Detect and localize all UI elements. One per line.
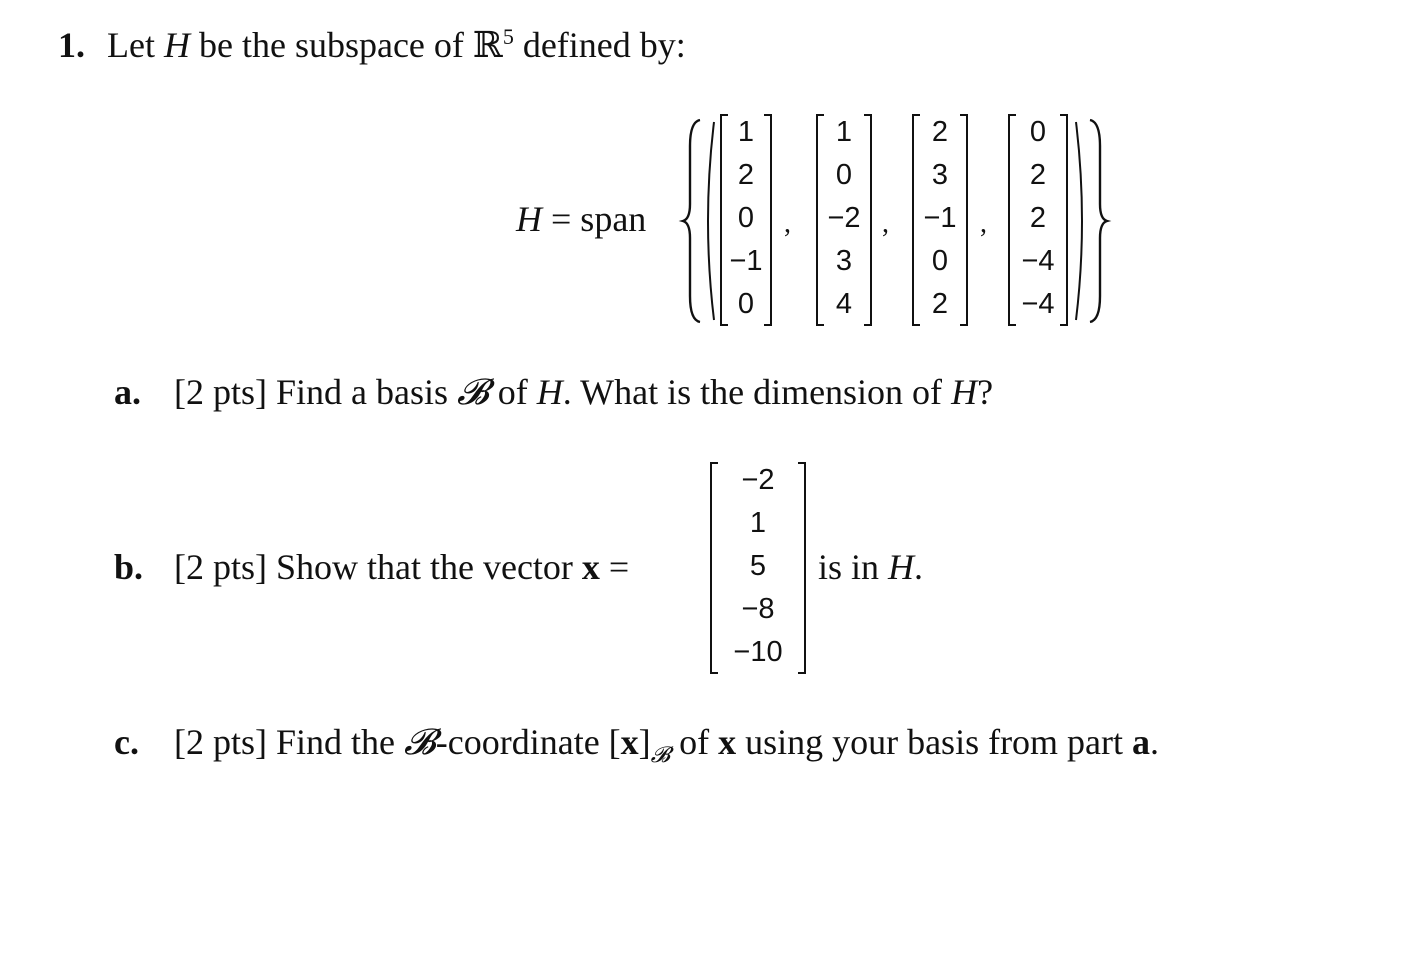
vector-entry: 0 (737, 202, 755, 234)
intro-text-mid: be the subspace of (189, 25, 473, 65)
vector-entry: 0 (835, 159, 853, 191)
vector-entry: 1 (737, 116, 755, 148)
vector-entry: 2 (1029, 202, 1047, 234)
bracket-close: ] (638, 722, 651, 762)
vector-entry: 5 (749, 550, 767, 582)
vector-entry: 3 (835, 245, 853, 277)
vector-entry: −2 (827, 202, 861, 234)
part-a-text-pre: [2 pts] Find a basis (174, 372, 457, 412)
separator-comma: , (882, 208, 889, 239)
var-h: H (888, 547, 915, 587)
var-h: H (536, 372, 563, 412)
field-exponent: 5 (502, 24, 514, 49)
basis-subscript: 𝓑 (650, 742, 671, 768)
basis-symbol: 𝓑 (457, 372, 489, 412)
intro-text-post: defined by: (513, 25, 686, 65)
vector-x (710, 462, 806, 674)
part-b-period: . (914, 547, 924, 587)
part-c-text-pre: [2 pts] Find the (174, 722, 404, 762)
part-reference: a (1132, 722, 1151, 762)
vector-entry: −8 (741, 593, 775, 625)
vector-entry: −4 (1021, 288, 1055, 320)
vector-entry: 0 (737, 288, 755, 320)
part-c-text-mid: -coordinate [ (435, 722, 621, 762)
intro-text-pre: Let (107, 25, 164, 65)
set-right-brace (1072, 116, 1112, 326)
part-c-text-mid3: using your basis from part (736, 722, 1133, 762)
vector-entry: −2 (741, 464, 775, 496)
vector-entry: 2 (931, 288, 949, 320)
span-vector-1 (720, 114, 772, 326)
vector-entry: 2 (737, 159, 755, 191)
part-b-label: b. (114, 547, 144, 587)
var-h: H (951, 372, 978, 412)
span-vector-4 (1008, 114, 1068, 326)
vector-entry: 1 (835, 116, 853, 148)
part-c-text-mid2: of (670, 722, 719, 762)
vector-entry: 2 (1029, 159, 1047, 191)
vector-entry: 0 (1029, 116, 1047, 148)
part-a-text-post: ? (977, 372, 994, 412)
vector-x-symbol: x (718, 722, 737, 762)
span-vector-3 (912, 114, 968, 326)
problem-statement (58, 26, 686, 63)
problem-number: 1. (58, 25, 85, 65)
var-h: H (163, 25, 190, 65)
basis-symbol: 𝓑 (404, 722, 436, 762)
part-c-label: c. (114, 722, 139, 762)
vector-x-symbol: x (620, 722, 639, 762)
set-left-brace (680, 116, 720, 326)
vector-entry: −1 (923, 202, 957, 234)
separator-comma: , (784, 208, 791, 239)
vector-entry: −10 (733, 636, 783, 668)
vector-entry: 3 (931, 159, 949, 191)
vector-entry: 0 (931, 245, 949, 277)
part-b (114, 549, 629, 585)
span-lhs (516, 201, 646, 237)
span-var-h: H (516, 199, 542, 239)
part-a-label: a. (114, 372, 141, 412)
part-b-text-pre: [2 pts] Show that the vector (174, 547, 582, 587)
span-equals: = span (542, 199, 647, 239)
vector-entry: −4 (1021, 245, 1055, 277)
part-b-tail (818, 549, 923, 585)
part-a-text-mid: of (488, 372, 537, 412)
vector-entry: 4 (835, 288, 853, 320)
part-a-text-mid2: . What is the dimension of (562, 372, 952, 412)
part-a (114, 374, 993, 410)
separator-comma: , (980, 208, 987, 239)
vector-entry: −1 (729, 245, 763, 277)
vector-entry: 2 (931, 116, 949, 148)
part-b-equals: = (599, 547, 630, 587)
part-c-period: . (1150, 722, 1160, 762)
part-c (114, 724, 1159, 766)
real-field-symbol: ℝ (472, 25, 503, 65)
vector-x-symbol: x (581, 547, 600, 587)
part-b-text-post: is in (818, 547, 889, 587)
span-vector-2 (816, 114, 872, 326)
vector-entry: 1 (749, 507, 767, 539)
